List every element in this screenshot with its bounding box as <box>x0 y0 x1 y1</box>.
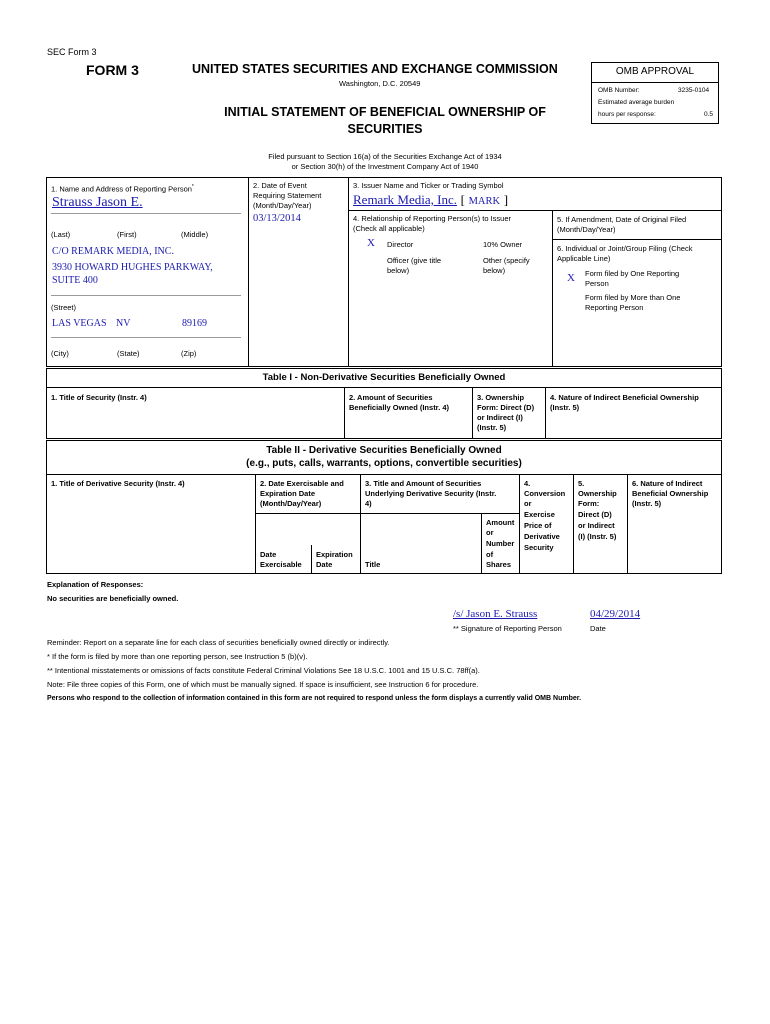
other-label-line1: Other (specify <box>483 256 530 265</box>
table2-col5-line6: (I) (Instr. 5) <box>578 532 617 541</box>
address-line2: 3930 HOWARD HUGHES PARKWAY, <box>52 262 213 273</box>
city-value: LAS VEGAS <box>52 318 107 329</box>
box2-label-line2: Requiring Statement <box>253 191 322 200</box>
table2-col5-line2: Ownership <box>578 489 617 498</box>
table2-col4-line7: Security <box>524 543 554 552</box>
issuer-name-link[interactable]: Remark Media, Inc. <box>353 192 457 207</box>
address-line1: C/O REMARK MEDIA, INC. <box>52 246 174 257</box>
other-label-line2: below) <box>483 266 506 275</box>
ten-percent-owner-label: 10% Owner <box>483 240 523 249</box>
table1-col3-header-line2: Form: Direct (D) <box>477 403 535 412</box>
table2-col4-line2: Conversion <box>524 489 566 498</box>
omb-number-label: OMB Number: <box>598 87 640 94</box>
table1-title: Table I - Non-Derivative Securities Beneficially Owned <box>262 372 506 383</box>
table2-col4-line3: or <box>524 499 532 508</box>
form-number: FORM 3 <box>86 62 139 78</box>
state-value: NV <box>116 318 131 329</box>
street-label: (Street) <box>51 303 77 312</box>
explanation-label: Explanation of Responses: <box>47 580 144 589</box>
omb-burden-label: Estimated average burden <box>598 99 675 106</box>
one-person-label-line2: Person <box>585 279 609 288</box>
table2-title-line1: Table II - Derivative Securities Beneficially Owned <box>266 445 502 456</box>
zip-label: (Zip) <box>181 349 197 358</box>
sec-form-label: SEC Form 3 <box>47 47 97 57</box>
omb-title: OMB APPROVAL <box>615 66 695 77</box>
table1-col4-header-line2: (Instr. 5) <box>550 403 580 412</box>
table2-expiration-date-line2: Date <box>316 560 333 569</box>
table1-col4-header-line1: 4. Nature of Indirect Beneficial Ownership <box>550 393 699 402</box>
table2-amount-line5: Shares <box>486 560 512 569</box>
commission-location: Washington, D.C. 20549 <box>339 79 421 88</box>
table2-expiration-date-line1: Expiration <box>316 550 353 559</box>
table2-col6-line1: 6. Nature of Indirect <box>632 479 703 488</box>
explanation-text: No securities are beneficially owned. <box>47 594 179 603</box>
signature-value[interactable]: /s/ Jason E. Strauss <box>453 608 538 620</box>
table2-col4-line5: Price of <box>524 521 552 530</box>
table2-col6-line2: Beneficial Ownership <box>632 489 709 498</box>
table2-date-exercisable-line1: Date <box>260 550 277 559</box>
box3-label: 3. Issuer Name and Ticker or Trading Symbol <box>353 181 504 190</box>
table2-amount-line2: or <box>486 528 494 537</box>
middle-name-label: (Middle) <box>181 230 209 239</box>
box6-label-line2: Applicable Line) <box>557 254 611 263</box>
table2-col2-header-line3: (Month/Day/Year) <box>260 499 322 508</box>
table2-col2-header-line1: 2. Date Exercisable and <box>260 479 344 488</box>
last-name-label: (Last) <box>51 230 71 239</box>
table2-amount-line3: Number <box>486 539 515 548</box>
table1-col2-header-line1: 2. Amount of Securities <box>349 393 433 402</box>
table1-col3-header-line1: 3. Ownership <box>477 393 525 402</box>
table2-col1-header: 1. Title of Derivative Security (Instr. 4) <box>51 479 185 488</box>
officer-label-line1: Officer (give title <box>387 256 442 265</box>
commission-title: UNITED STATES SECURITIES AND EXCHANGE COMMISSION <box>192 62 558 76</box>
reminder-text: Reminder: Report on a separate line for each class of securities beneficially owned directly or indirectly. <box>47 638 390 647</box>
table1-col2-header-line2: Beneficially Owned (Instr. 4) <box>349 403 450 412</box>
ticker-symbol: MARK <box>468 196 501 207</box>
table2-col3-header-line1: 3. Title and Amount of Securities <box>365 479 482 488</box>
box5-label-line1: 5. If Amendment, Date of Original Filed <box>557 215 687 224</box>
table2-col3-title: Title <box>365 560 381 569</box>
signature-label: ** Signature of Reporting Person <box>453 624 562 633</box>
table2-col5-line4: Direct (D) <box>578 510 612 519</box>
omb-hours-label: hours per response: <box>598 111 656 118</box>
filed-pursuant-line2: or Section 30(h) of the Investment Company Act of 1940 <box>291 162 479 171</box>
table2-col6-line3: (Instr. 5) <box>632 499 662 508</box>
table2-col5-line3: Form: <box>578 499 600 508</box>
table2-col4-line4: Exercise <box>524 510 555 519</box>
statement-title: INITIAL STATEMENT OF BENEFICIAL OWNERSHIP OF SECURITIES <box>224 105 546 136</box>
table2-col3-header-line3: 4) <box>365 499 372 508</box>
table2-amount-line1: Amount <box>486 518 515 527</box>
table2-col5-line1: 5. <box>578 479 585 488</box>
box2-label-line3: (Month/Day/Year) <box>253 201 312 210</box>
table2-title-line2: (e.g., puts, calls, warrants, options, convertible securities) <box>246 458 522 469</box>
table1-col3-header-line3: or Indirect (I) <box>477 413 523 422</box>
signature-date-value[interactable]: 04/29/2014 <box>590 608 641 620</box>
multi-person-label-line1: Form filed by More than One <box>585 293 681 302</box>
table2-amount-line4: of <box>486 550 494 559</box>
director-label: Director <box>387 240 414 249</box>
table1-col3-header-line4: (Instr. 5) <box>477 423 507 432</box>
table2-col5-line5: or Indirect <box>578 521 615 530</box>
box1-label: 1. Name and Address of Reporting Person* <box>51 184 194 194</box>
footnote-2: ** Intentional misstatements or omissions of facts constitute Federal Criminal Violations See 18 U.S.C. 1001 and 15 U.S.C. 78ff(a). <box>47 666 480 675</box>
address-line3: SUITE 400 <box>52 275 98 286</box>
filed-pursuant-line1: Filed pursuant to Section 16(a) of the Securities Exchange Act of 1934 <box>268 152 502 161</box>
table2-date-exercisable-line2: Exercisable <box>260 560 302 569</box>
officer-label-line2: below) <box>387 266 410 275</box>
issuer-name-ticker: Remark Media, Inc. [ MARK ] <box>353 192 509 207</box>
city-label: (City) <box>51 349 69 358</box>
date-label: Date <box>590 624 606 633</box>
omb-hours-value: 0.5 <box>704 111 714 118</box>
table2-col4-line6: Derivative <box>524 532 560 541</box>
zip-value: 89169 <box>182 318 207 329</box>
table1-col1-header: 1. Title of Security (Instr. 4) <box>51 393 147 402</box>
omb-notice: Persons who respond to the collection of information contained in this form are not required to respond unless the form displays a currently valid OMB Number. <box>47 695 582 702</box>
reporting-person-name[interactable]: Strauss Jason E. <box>52 195 143 210</box>
director-checkmark[interactable]: X <box>367 237 375 249</box>
one-person-label-line1: Form filed by One Reporting <box>585 269 680 278</box>
omb-number-value: 3235-0104 <box>678 87 710 94</box>
state-label: (State) <box>117 349 140 358</box>
one-person-checkmark[interactable]: X <box>567 272 575 284</box>
event-date-value: 03/13/2014 <box>253 213 301 224</box>
table2-col2-header-line2: Expiration Date <box>260 489 316 498</box>
multi-person-label-line2: Reporting Person <box>585 303 644 312</box>
footnote-3: Note: File three copies of this Form, one of which must be manually signed. If space is insufficient, see Instruction 6 for procedure. <box>47 680 479 689</box>
box6-label-line1: 6. Individual or Joint/Group Filing (Check <box>557 244 693 253</box>
box5-label-line2: (Month/Day/Year) <box>557 225 616 234</box>
table2-col3-header-line2: Underlying Derivative Security (Instr. <box>365 489 497 498</box>
box4-label-line2: (Check all applicable) <box>353 224 425 233</box>
first-name-label: (First) <box>117 230 137 239</box>
box2-label-line1: 2. Date of Event <box>253 181 307 190</box>
box4-label-line1: 4. Relationship of Reporting Person(s) to Issuer <box>353 214 511 223</box>
table2-col4-line1: 4. <box>524 479 531 488</box>
footnote-1: * If the form is filed by more than one reporting person, see Instruction 5 (b)(v). <box>47 652 308 661</box>
